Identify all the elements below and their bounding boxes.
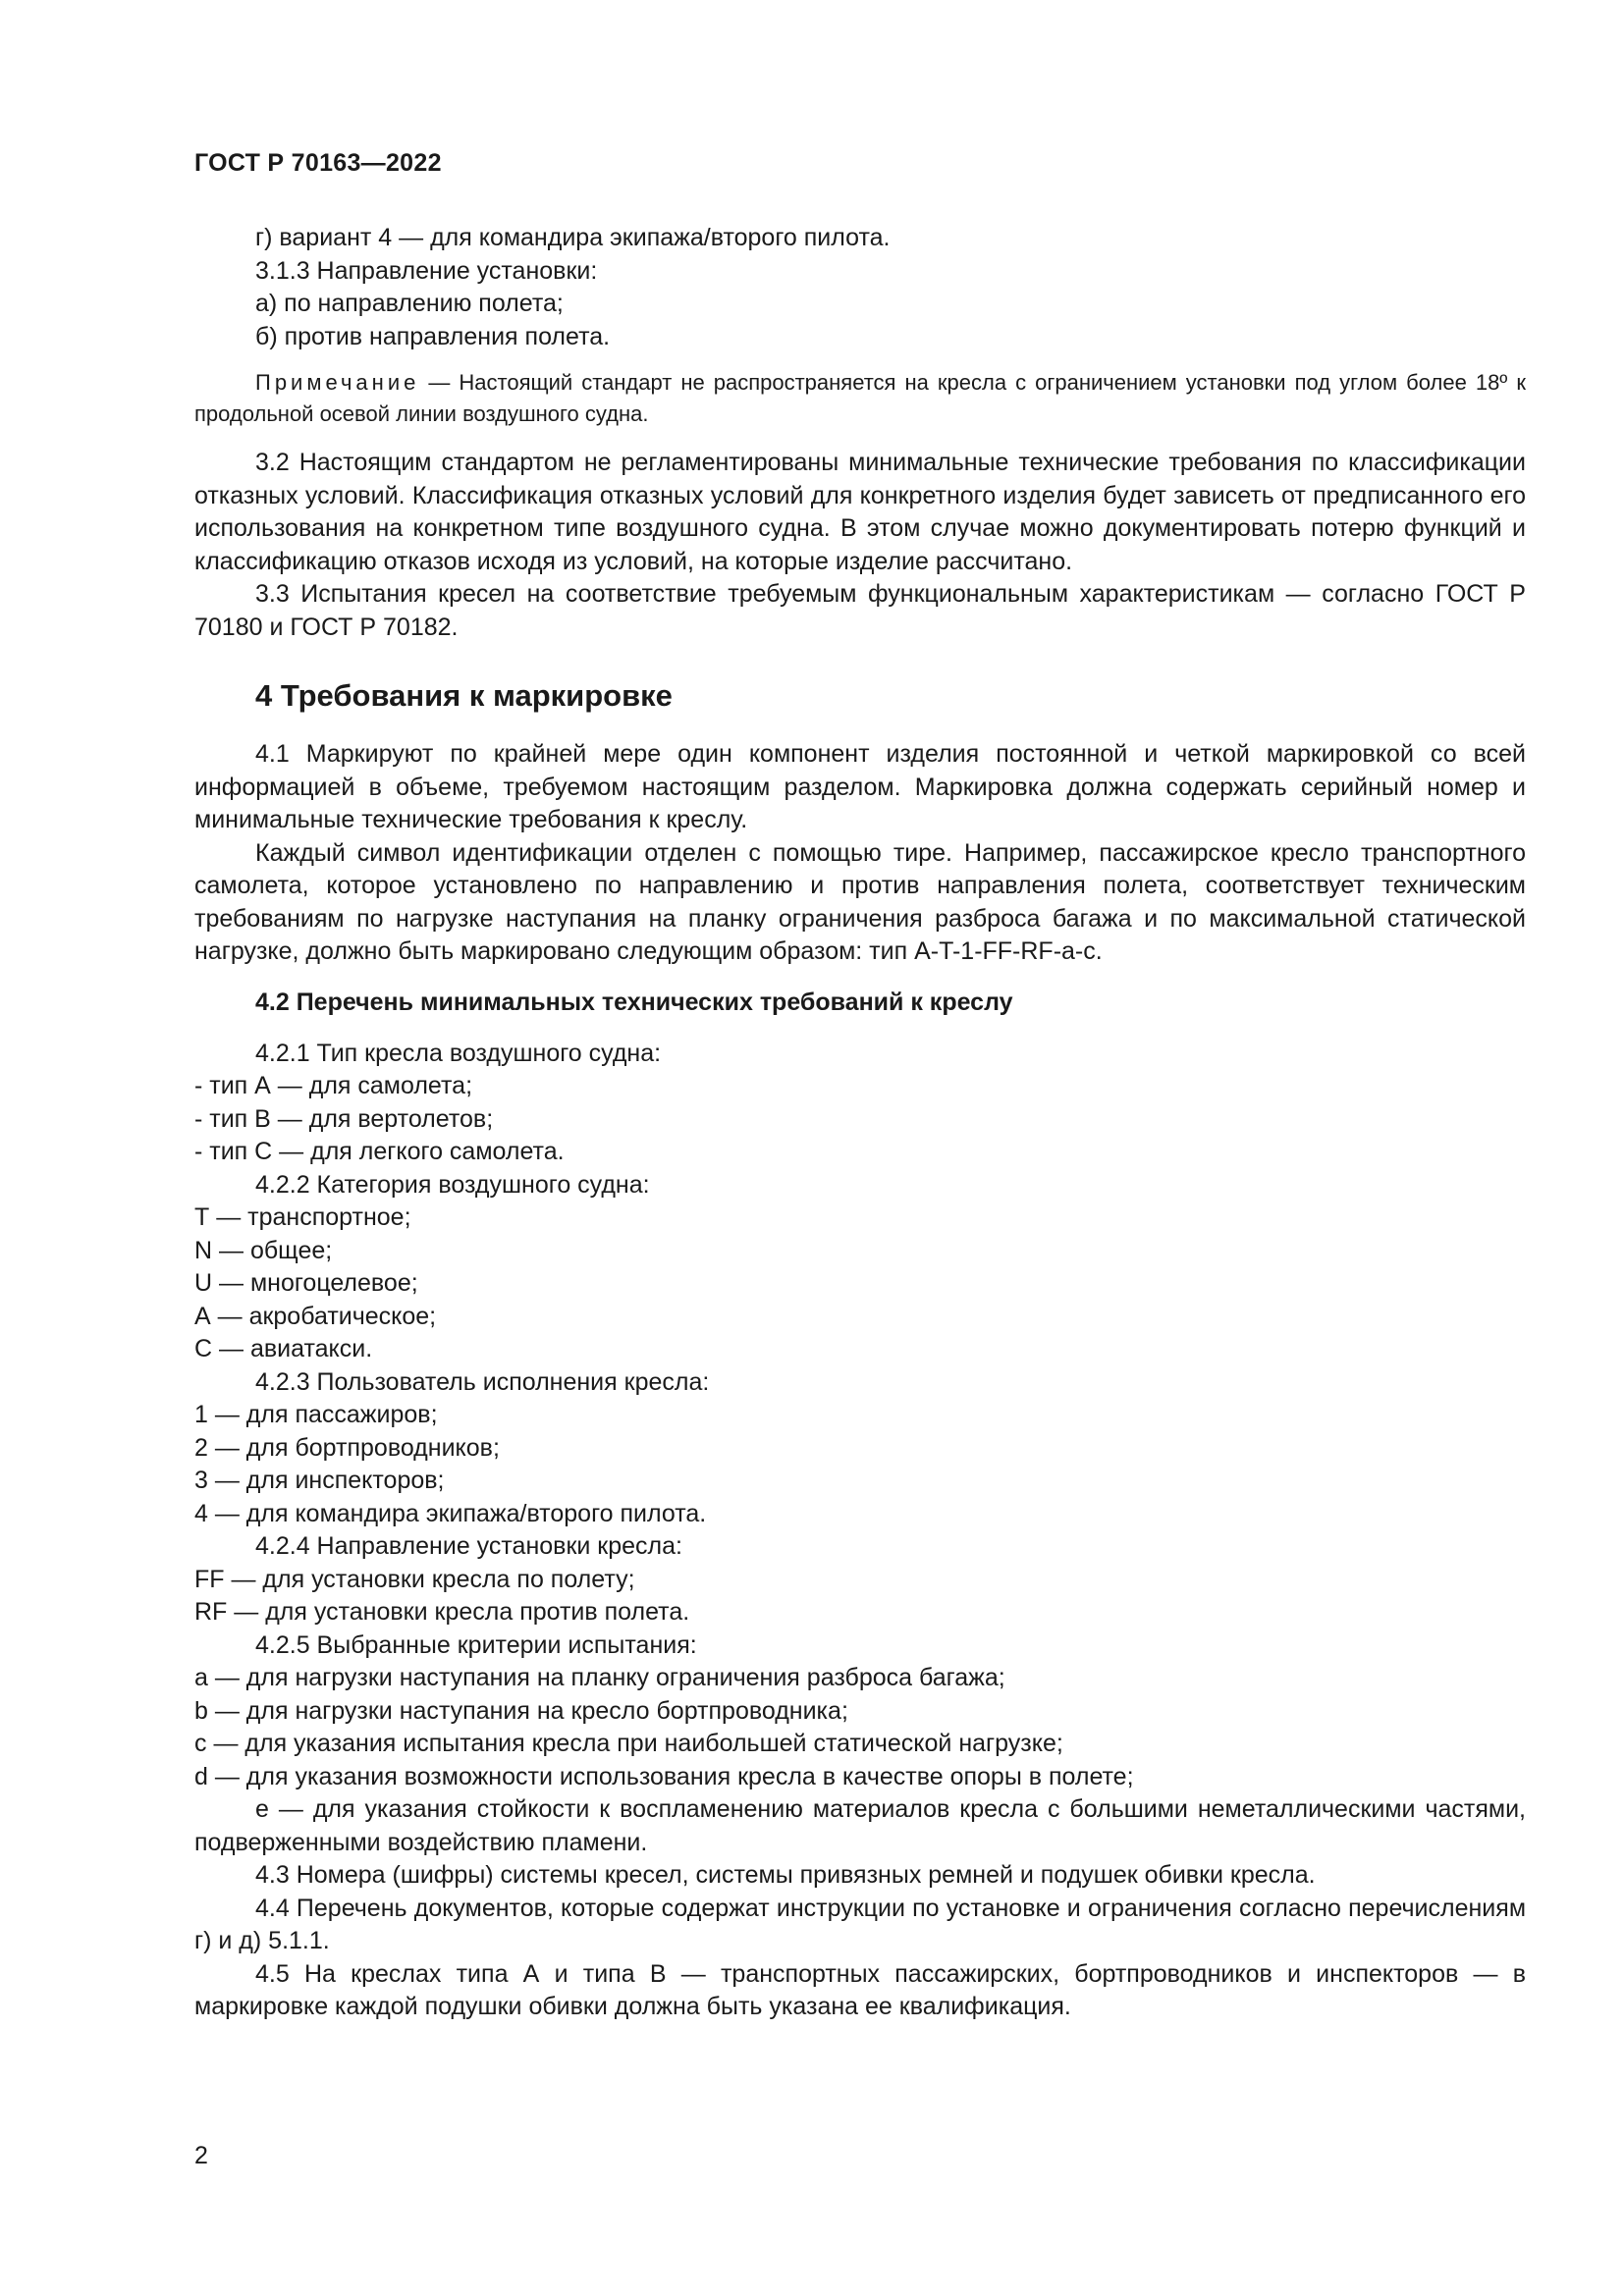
list-item: 4 — для командира экипажа/второго пилота. <box>194 1499 707 1527</box>
list-item: г) вариант 4 — для командира экипажа/второго пилота. <box>255 224 891 251</box>
subsection-4-2-5: 4.2.5 Выбранные критерии испытания: <box>255 1630 697 1659</box>
list-item: - тип С — для легкого самолета. <box>194 1138 565 1165</box>
list-item: 1 — для пассажиров; <box>194 1401 438 1428</box>
document-body <box>194 222 1526 2024</box>
paragraph-4-1-example: Каждый символ идентификации отделен с помощью тире. Например, пассажирское кресло транспортного самолета, которое установлено по направлению и против направления полета, соответствует техническим требованиям по нагрузке наступания на планку ограничения разброса багажа и по максимальной статической нагрузке, должно быть маркировано следующим образом: тип A-T-1-FF-RF-a-c. <box>194 838 1526 965</box>
list-item: b — для нагрузки наступания на кресло бортпроводника; <box>194 1696 848 1725</box>
list-4-2-3 <box>194 1399 1526 1530</box>
list-4-2-1 <box>194 1070 1526 1169</box>
list-item: e — для указания стойкости к воспламенению материалов кресла с большими неметаллическими частями, подверженными воздействию пламени. <box>194 1795 1526 1856</box>
list-item: a — для нагрузки наступания на планку ограничения разброса багажа; <box>194 1664 1005 1691</box>
paragraph-4-5: 4.5 На креслах типа А и типа В — транспортных пассажирских, бортпроводников и инспекторов — в маркировке каждой подушки обивки должна быть указана ее квалификация. <box>194 1959 1526 2020</box>
subsection-3-1-3: 3.1.3 Направление установки: <box>255 256 598 285</box>
list-item: С — авиатакси. <box>194 1335 373 1362</box>
list-item: Т — транспортное; <box>194 1203 411 1231</box>
note <box>194 367 1526 430</box>
list-item: 3 — для инспекторов; <box>194 1467 445 1494</box>
section-heading-4: 4 Требования к маркировке <box>255 678 673 713</box>
note-text: — Настоящий стандарт не распространяется на кресла с ограничением установки под углом более 18º к продольной осевой линии воздушного судна. <box>194 370 1526 426</box>
list-item: 2 — для бортпроводников; <box>194 1433 500 1462</box>
list-4-2-2 <box>194 1201 1526 1366</box>
list-4-2-5 <box>194 1662 1526 1859</box>
list-item: - тип А — для самолета; <box>194 1072 473 1099</box>
subsection-4-2-3: 4.2.3 Пользователь исполнения кресла: <box>255 1367 710 1396</box>
list-item: d — для указания возможности использования кресла в качестве опоры в полете; <box>194 1762 1134 1790</box>
subsection-4-2-2: 4.2.2 Категория воздушного судна: <box>255 1170 650 1199</box>
note-label: Примечание <box>255 370 420 395</box>
list-item: б) против направления полета. <box>255 322 611 350</box>
list-item: U — многоцелевое; <box>194 1269 418 1297</box>
list-item: c — для указания испытания кресла при наибольшей статической нагрузке; <box>194 1730 1063 1757</box>
paragraph-4-4: 4.4 Перечень документов, которые содержат инструкции по установке и ограничения согласно перечислениям г) и д) 5.1.1. <box>194 1894 1526 1954</box>
subsection-heading-4-2: 4.2 Перечень минимальных технических требований к креслу <box>255 988 1013 1016</box>
list-4-2-4 <box>194 1564 1526 1629</box>
subsection-4-2-1: 4.2.1 Тип кресла воздушного судна: <box>255 1039 662 1067</box>
page-number: 2 <box>194 2142 208 2169</box>
list-item: N — общее; <box>194 1236 333 1264</box>
paragraph-3-2: 3.2 Настоящим стандартом не регламентированы минимальные технические требования по классификации отказных условий. Классификация отказных условий для конкретного изделия будет зависеть от предписанного его использования на конкретном типе воздушного судна. В этом случае можно документировать потерю функций и классификацию отказов исходя из условий, на которые изделие рассчитано. <box>194 449 1526 575</box>
paragraph-3-3: 3.3 Испытания кресел на соответствие требуемым функциональным характеристикам — согласно ГОСТ Р 70180 и ГОСТ Р 70182. <box>194 580 1526 641</box>
list-item: - тип В — для вертолетов; <box>194 1104 494 1133</box>
list-item: FF — для установки кресла по полету; <box>194 1565 635 1593</box>
paragraph-4-3: 4.3 Номера (шифры) системы кресел, системы привязных ремней и подушек обивки кресла. <box>255 1861 1316 1889</box>
paragraph-4-1: 4.1 Маркируют по крайней мере один компонент изделия постоянной и четкой маркировкой со всей информацией в объеме, требуемом настоящим разделом. Маркировка должна содержать серийный номер и минимальные технические требования к креслу. <box>194 740 1526 833</box>
list-item: RF — для установки кресла против полета. <box>194 1598 690 1626</box>
subsection-4-2-4: 4.2.4 Направление установки кресла: <box>255 1532 682 1560</box>
list-item: а) по направлению полета; <box>255 290 564 317</box>
list-item: А — акробатическое; <box>194 1302 437 1330</box>
standard-id-header: ГОСТ Р 70163—2022 <box>194 149 442 177</box>
